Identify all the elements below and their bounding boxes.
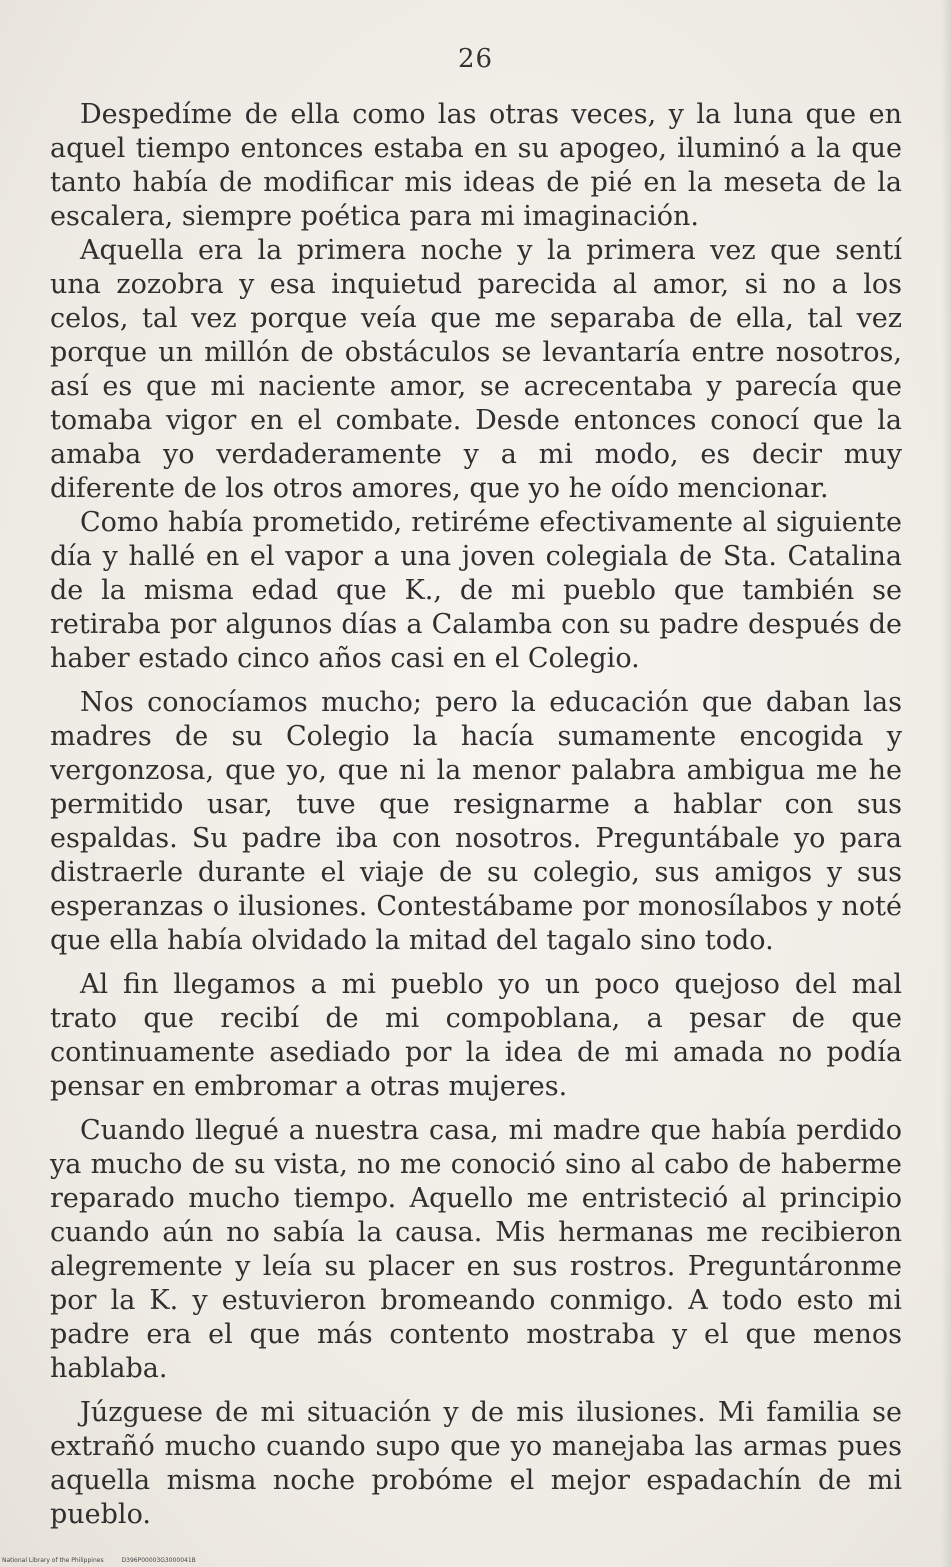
scan-code: D396P00003G3000041B (121, 1557, 196, 1564)
paragraph-2: Aquella era la primera noche y la primera vez que sentí una zozobra y esa inquietud parecida al amor, si no a los celos, tal vez porque veía que me separaba de ella, tal vez porque un millón de obstáculos se levantaría entre nosotros, así es que mi naciente amor, se acrecentaba y parecía que tomaba vigor en el combate. Desde entonces conocí que la amaba yo verdaderamente y a mi modo, es decir muy diferente de los otros amores, que yo he oído mencionar. (50, 235, 902, 504)
paragraph-1: Despedíme de ella como las otras veces, y la luna que en aquel tiempo entonces estaba en su apogeo, iluminó a la que tanto había de modificar mis ideas de pié en la meseta de la escalera, siempre poética para mi imaginación. (50, 99, 902, 232)
paragraph-4: Nos conocíamos mucho; pero la educación que daban las madres de su Colegio la hacía sumamente encogida y vergonzosa, que yo, que ni la menor palabra ambigua me he permitido usar, tuve que resignarme a hablar con sus espaldas. Su padre iba con nosotros. Preguntábale yo para distraerle durante el viaje de su colegio, sus amigos y sus esperanzas o ilusiones. Contestábame por monosílabos y noté que ella había olvidado la mitad del tagalo sino todo. (50, 687, 902, 956)
page-body-text (50, 98, 902, 1532)
page-edge-shadow (941, 0, 951, 1567)
paragraph-3: Como había prometido, retiréme efectivamente al siguiente día y hallé en el vapor a una joven colegiala de Sta. Catalina de la misma edad que K., de mi pueblo que también se retiraba por algunos días a Calamba con su padre después de haber estado cinco años casi en el Colegio. (50, 507, 902, 674)
library-name: National Library of the Philippines (2, 1557, 104, 1564)
scan-credit-footer (2, 1557, 196, 1564)
paragraph-5: Al fin llegamos a mi pueblo yo un poco quejoso del mal trato que recibí de mi compoblana, a pesar de que continuamente asediado por la idea de mi amada no podía pensar en embromar a otras mujeres. (50, 969, 902, 1102)
paragraph-7: Júzguese de mi situación y de mis ilusiones. Mi familia se extrañó mucho cuando supo que yo manejaba las armas pues aquella misma noche probóme el mejor espadachín de mi pueblo. (50, 1397, 902, 1530)
page-number: 26 (457, 44, 494, 74)
paragraph-6: Cuando llegué a nuestra casa, mi madre que había perdido ya mucho de su vista, no me conoció sino al cabo de haberme reparado mucho tiempo. Aquello me entristeció al principio cuando aún no sabía la causa. Mis hermanas me recibieron alegremente y leía su placer en sus rostros. Preguntáronme por la K. y estuvieron bromeando conmigo. A todo esto mi padre era el que más contento mostraba y el que menos hablaba. (50, 1115, 902, 1384)
